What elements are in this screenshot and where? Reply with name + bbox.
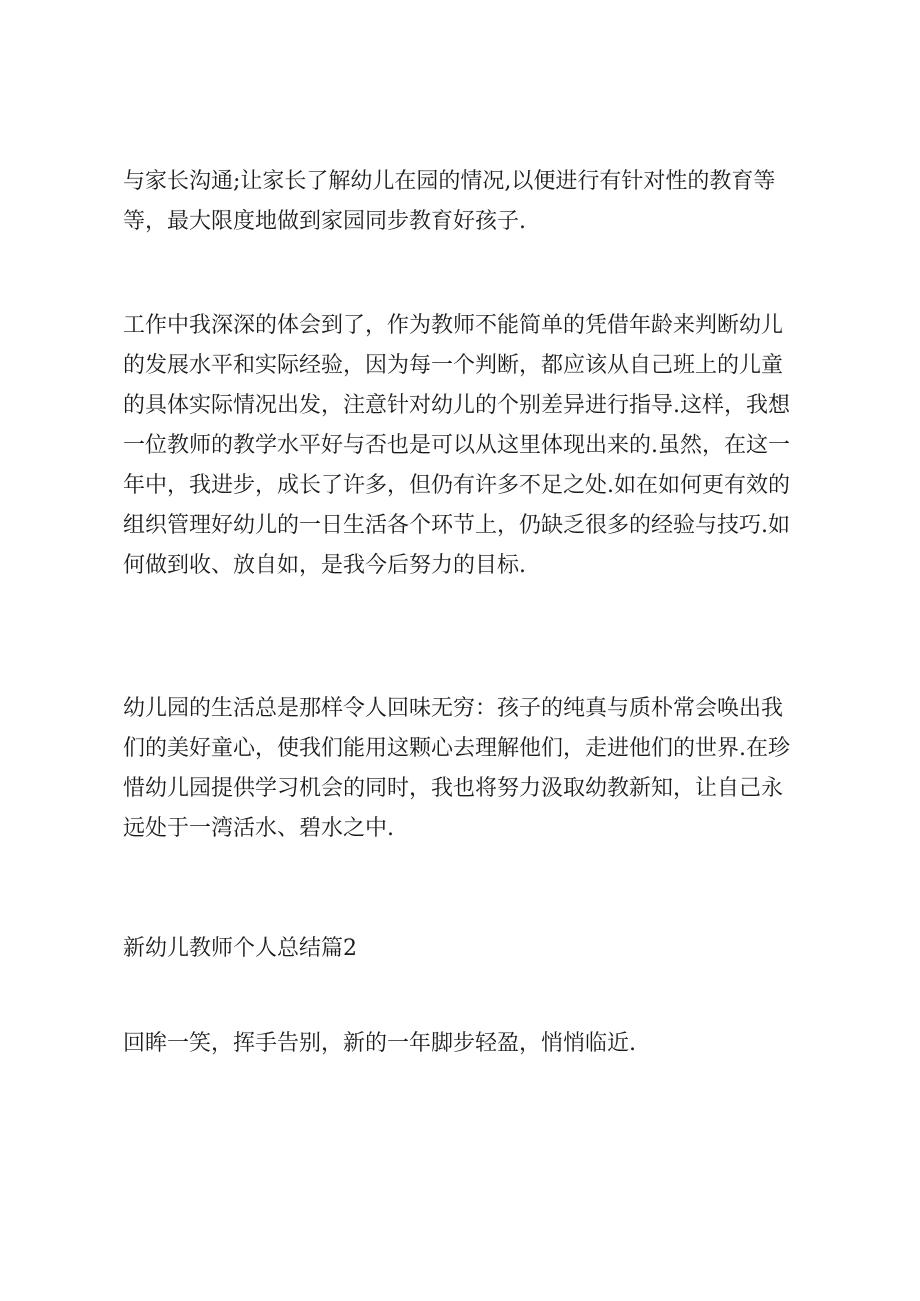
paragraph-new-year: [123, 1024, 813, 1064]
paragraph-work-reflection: [123, 306, 813, 586]
section-heading: [123, 929, 813, 969]
text-line: 的发展水平和实际经验，因为每一个判断，都应该从自己班上的儿童: [123, 353, 784, 378]
text-line: 们的美好童心，使我们能用这颗心去理解他们，走进他们的世界.在珍: [123, 736, 790, 761]
text-line: 工作中我深深的体会到了，作为教师不能简单的凭借年龄来判断幼儿: [123, 313, 784, 338]
paragraph-kindergarten-life: [123, 689, 813, 849]
text-line: 等，最大限度地做到家园同步教育好孩子.: [123, 209, 526, 234]
text-line: 一位教师的教学水平好与否也是可以从这里体现出来的.虽然，在这一: [123, 433, 790, 458]
text-line: 与家长沟通;让家长了解幼儿在园的情况,以便进行有针对性的教育等: [123, 169, 776, 194]
paragraph-home-communication: [123, 162, 813, 242]
text-line: 组织管理好幼儿的一日生活各个环节上，仍缺乏很多的经验与技巧.如: [123, 513, 790, 538]
text-line: 何做到收、放自如，是我今后努力的目标.: [123, 553, 526, 578]
text-line: 幼儿园的生活总是那样令人回味无穷：孩子的纯真与质朴常会唤出我: [123, 696, 784, 721]
text-line: 远处于一湾活水、碧水之中.: [123, 816, 394, 841]
text-line: 年中，我进步，成长了许多，但仍有许多不足之处.如在如何更有效的: [123, 473, 790, 498]
section-heading-text: 新幼儿教师个人总结篇2: [123, 936, 357, 961]
text-line: 的具体实际情况出发，注意针对幼儿的个别差异进行指导.这样，我想: [123, 393, 790, 418]
text-line: 惜幼儿园提供学习机会的同时，我也将努力汲取幼教新知，让自己永: [123, 776, 784, 801]
text-line: 回眸一笑，挥手告别，新的一年脚步轻盈，悄悄临近.: [123, 1031, 636, 1056]
